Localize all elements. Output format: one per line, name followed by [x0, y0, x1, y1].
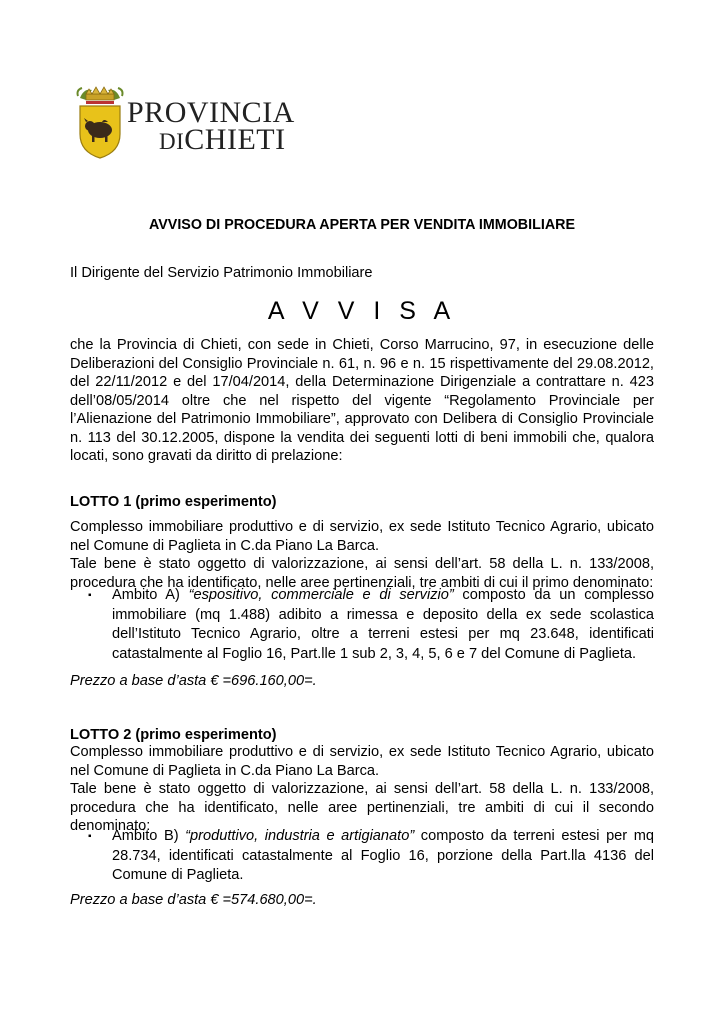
lotto2-line: Complesso immobiliare produttivo e di servizio, ex sede Istituto Tecnico Agrario, ubicato	[70, 744, 654, 760]
lotto1-bullet-line: catastalmente al Foglio 16, Part.lle 1 sub 2, 3, 4, 5, 6 e 7 del Comune di Paglieta.	[112, 645, 637, 662]
lotto2-line: nel Comune di Paglieta in C.da Piano La Barca.	[70, 762, 380, 779]
lotto2-ambito-rest: composto da terreni estesi per mq	[414, 828, 655, 844]
intro-line: del 22/11/2012 e del 17/04/2014, della Determinazione Dirigenziale a contrattare n. 423	[70, 374, 654, 390]
lotto2-ambito-bullet	[112, 827, 654, 886]
lotto2-line: procedura che ha identificato, nelle aree pertinenziali, tre ambiti di cui il secondo	[70, 799, 654, 816]
lotto1-line: Complesso immobiliare produttivo e di servizio, ex sede Istituto Tecnico Agrario, ubicato	[70, 519, 654, 535]
lotto1-ambito-bullet	[112, 586, 654, 664]
document-heading: AVVISO DI PROCEDURA APERTA PER VENDITA IMMOBILIARE	[148, 217, 575, 233]
signatory-line: Il Dirigente del Servizio Patrimonio Immobiliare	[70, 265, 373, 281]
avvisa-heading: A V V I S A	[267, 297, 457, 325]
intro-line: che la Provincia di Chieti, con sede in Chieti, Corso Marrucino, 97, in esecuzione delle	[70, 337, 654, 353]
lotto2-description	[70, 743, 654, 836]
lotto2-title: LOTTO 2 (primo esperimento)	[70, 727, 277, 743]
lotto2-price: Prezzo a base d’asta € =574.680,00=.	[70, 892, 317, 908]
lotto2-line: denominato:	[70, 818, 151, 834]
logo-text-provincia: PROVINCIA	[127, 96, 295, 129]
lotto1-ambito-prefix: Ambito A)	[112, 587, 189, 603]
lotto1-ambito-rest: composto da un complesso	[453, 587, 654, 603]
intro-line: locati, sono gravati da diritto di prelazione:	[70, 448, 343, 464]
coat-of-arms-icon	[74, 84, 126, 160]
bullet-icon: ▪	[88, 831, 92, 842]
intro-line: n. 113 del 30.12.2005, dispone la vendita dei seguenti lotti di beni immobili che, qualora	[70, 429, 654, 446]
lotto2-bullet-first-line	[112, 827, 654, 847]
lotto2-bullet-line: 28.734, identificati catastalmente al Foglio 16, porzione della Part.lla 4136 del	[112, 847, 654, 864]
lotto1-line: Tale bene è stato oggetto di valorizzazione, ai sensi dell’art. 58 della L. n. 133/2008,	[70, 556, 654, 572]
lotto2-line: Tale bene è stato oggetto di valorizzazione, ai sensi dell’art. 58 della L. n. 133/2008,	[70, 781, 654, 797]
logo-text-di: DI	[159, 129, 185, 154]
provincia-logo	[74, 84, 294, 160]
lotto1-price: Prezzo a base d’asta € =696.160,00=.	[70, 673, 317, 689]
intro-line: l’Alienazione del Patrimonio Immobiliare”, approvato con Delibera di Consiglio Provinciale	[70, 411, 654, 427]
bullet-icon: ▪	[88, 590, 92, 601]
lotto1-bullet-line: immobiliare (mq 1.488) adibito a rimessa e deposito della ex sede scolastica	[112, 606, 654, 623]
lotto1-bullet-first-line	[112, 586, 654, 606]
lotto1-line: procedura che ha identificato, nelle aree pertinenziali, tre ambiti di cui il primo denominato:	[70, 574, 654, 591]
intro-line: dell’08/05/2014 oltre che nel rispetto del vigente “Regolamento Provinciale per	[70, 392, 654, 409]
logo-text-chieti	[159, 125, 286, 155]
lotto2-ambito-name: “produttivo, industria e artigianato”	[185, 828, 415, 844]
lotto1-line: nel Comune di Paglieta in C.da Piano La Barca.	[70, 537, 380, 554]
logo-text-chieti-word: CHIETI	[184, 123, 286, 156]
lotto1-bullet-line: dell’Istituto Tecnico Agrario, oltre a terreni estesi per mq 23.648, identificati	[112, 626, 654, 642]
lotto1-ambito-name: “espositivo, commerciale e di servizio”	[188, 587, 454, 603]
lotto1-description	[70, 518, 654, 592]
intro-line: Deliberazioni del Consiglio Provinciale n. 61, n. 96 e n. 15 rispettivamente del 29.08.2012,	[70, 355, 654, 372]
lotto2-ambito-prefix: Ambito B)	[112, 828, 186, 844]
intro-paragraph	[70, 336, 654, 466]
lotto1-title: LOTTO 1 (primo esperimento)	[70, 494, 277, 510]
lotto2-bullet-line: Comune di Paglieta.	[112, 867, 244, 883]
